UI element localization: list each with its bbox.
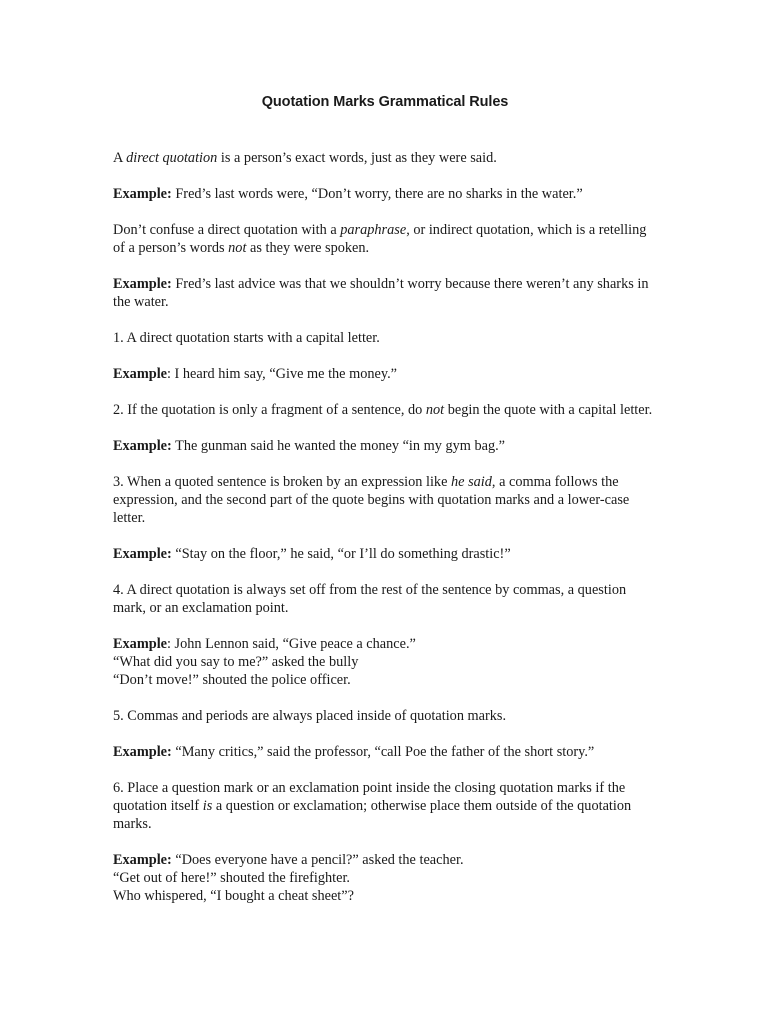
example-6 xyxy=(113,635,658,689)
example-2 xyxy=(113,275,658,311)
rule-text-end: , a comma follows the expression, and the second part of the quote begins with quotation marks and a lower-case letter. xyxy=(113,474,630,526)
document-body xyxy=(113,149,658,923)
rule-text-end: a question or exclamation; otherwise place them outside of the quotation marks. xyxy=(113,798,632,832)
rule-emphasis: he said xyxy=(451,474,492,490)
example-line: “Don’t move!” shouted the police officer. xyxy=(113,672,351,688)
example-label: Example xyxy=(113,636,168,652)
rule-4: 4. A direct quotation is always set off from the rest of the sentence by commas, a question mark, or an exclamation point. xyxy=(113,582,627,616)
example-5 xyxy=(113,545,658,563)
rule-text: 3. When a quoted sentence is broken by an expression like xyxy=(113,474,452,490)
example-text: : I heard him say, “Give me the money.” xyxy=(167,366,398,382)
example-8 xyxy=(113,851,658,905)
intro-emphasis: direct quotation xyxy=(126,150,218,166)
example-label: Example: xyxy=(113,438,172,454)
example-4 xyxy=(113,437,658,455)
rule-5: 5. Commas and periods are always placed inside of quotation marks. xyxy=(113,708,507,724)
rule-3 xyxy=(113,473,658,527)
confuse-text: Don’t confuse a direct quotation with a xyxy=(113,222,341,238)
rule-emphasis: not xyxy=(425,402,445,418)
confuse-text-end: as they were spoken. xyxy=(246,240,370,256)
example-line: Who whispered, “I bought a cheat sheet”? xyxy=(113,888,354,904)
example-text: “Does everyone have a pencil?” asked the teacher. xyxy=(171,852,464,868)
example-line: “What did you say to me?” asked the bully xyxy=(113,654,359,670)
example-text: Fred’s last words were, “Don’t worry, there are no sharks in the water.” xyxy=(171,186,583,202)
example-1 xyxy=(113,185,658,203)
example-7 xyxy=(113,743,658,761)
example-label: Example: xyxy=(113,852,172,868)
example-line xyxy=(113,851,658,869)
example-label: Example xyxy=(113,366,168,382)
rule-text: 6. Place a question mark or an exclamation point inside the closing quotation marks if the quotation itself xyxy=(113,780,626,814)
example-text: Fred’s last advice was that we shouldn’t worry because there weren’t any sharks in the water. xyxy=(113,276,649,310)
example-line xyxy=(113,635,658,653)
example-text: “Many critics,” said the professor, “call Poe the father of the short story.” xyxy=(171,744,595,760)
confuse-emphasis-not: not xyxy=(228,240,247,256)
intro-paragraph xyxy=(113,149,658,167)
confuse-emphasis-paraphrase: paraphrase xyxy=(340,222,407,238)
rule-emphasis: is xyxy=(202,798,213,814)
confuse-paragraph xyxy=(113,221,658,257)
example-3 xyxy=(113,365,658,383)
rule-6 xyxy=(113,779,658,833)
example-label: Example: xyxy=(113,744,172,760)
rule-1: 1. A direct quotation starts with a capital letter. xyxy=(113,330,380,346)
example-line: “Get out of here!” shouted the firefighter. xyxy=(113,870,350,886)
rule-text-end: begin the quote with a capital letter. xyxy=(444,402,653,418)
intro-text-end: is a person’s exact words, just as they were said. xyxy=(217,150,497,166)
example-text: : John Lennon said, “Give peace a chance.” xyxy=(167,636,416,652)
rule-text: 2. If the quotation is only a fragment of a sentence, do xyxy=(113,402,426,418)
confuse-text-mid: , or indirect quotation, which is a retelling of a person’s words xyxy=(113,222,647,256)
intro-text: A xyxy=(113,150,127,166)
example-label: Example: xyxy=(113,186,172,202)
example-label: Example: xyxy=(113,546,172,562)
rule-2 xyxy=(113,401,658,419)
page-title: Quotation Marks Grammatical Rules xyxy=(261,94,509,110)
example-text: “Stay on the floor,” he said, “or I’ll do something drastic!” xyxy=(171,546,511,562)
example-text: The gunman said he wanted the money “in my gym bag.” xyxy=(171,438,506,454)
example-label: Example: xyxy=(113,276,172,292)
